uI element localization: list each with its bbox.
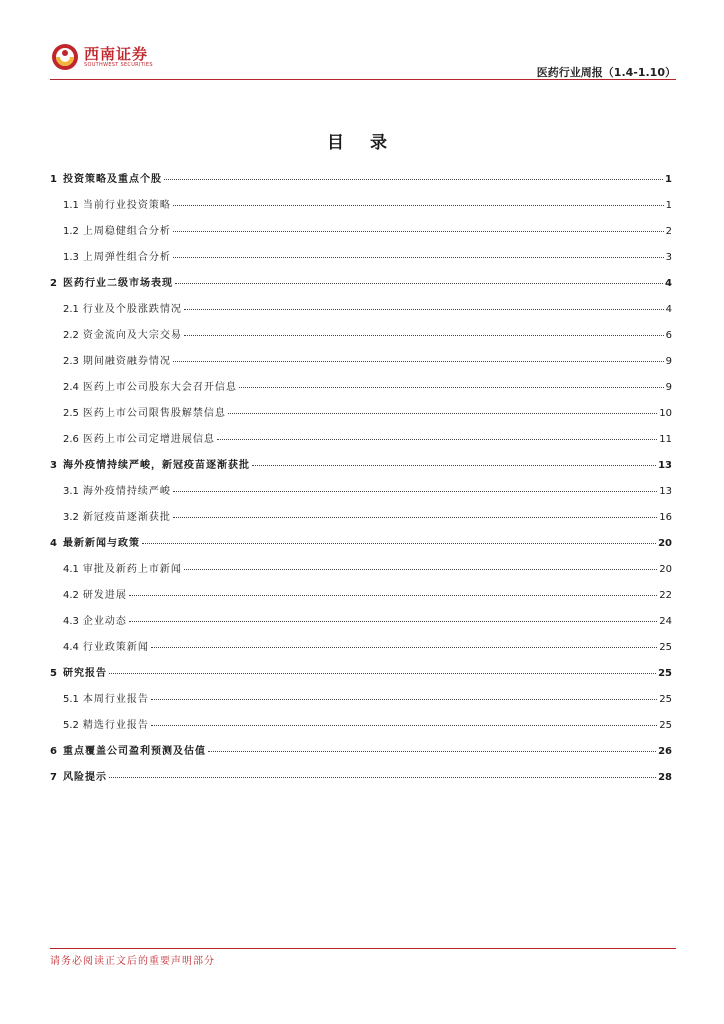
toc-entry-number: 4.4 bbox=[63, 642, 79, 653]
toc-entry-subsection[interactable] bbox=[50, 638, 672, 664]
toc-entry-section[interactable] bbox=[50, 534, 672, 560]
toc-dot-leader bbox=[109, 673, 656, 674]
toc-entry-subsection[interactable] bbox=[50, 222, 672, 248]
toc-dot-leader bbox=[151, 725, 657, 726]
toc-entry-page-number: 6 bbox=[665, 330, 672, 341]
toc-entry-page-number: 25 bbox=[659, 720, 672, 731]
toc-entry-subsection[interactable] bbox=[50, 300, 672, 326]
logo-chinese-name: 西南证券 bbox=[84, 45, 149, 63]
toc-entry-number: 2.5 bbox=[63, 408, 79, 419]
company-logo bbox=[50, 42, 153, 72]
toc-entry-page-number: 9 bbox=[665, 382, 672, 393]
toc-entry-page-number: 13 bbox=[658, 460, 672, 471]
toc-dot-leader bbox=[173, 257, 664, 258]
toc-entry-number: 4.1 bbox=[63, 564, 79, 575]
toc-dot-leader bbox=[217, 439, 657, 440]
toc-entry-section[interactable] bbox=[50, 170, 672, 196]
toc-dot-leader bbox=[184, 335, 664, 336]
toc-dot-leader bbox=[173, 231, 664, 232]
toc-dot-leader bbox=[239, 387, 664, 388]
toc-entry-section[interactable] bbox=[50, 274, 672, 300]
toc-entry-number: 4.2 bbox=[63, 590, 79, 601]
toc-dot-leader bbox=[129, 621, 657, 622]
toc-dot-leader bbox=[173, 517, 657, 518]
toc-entry-label: 医药上市公司股东大会召开信息 bbox=[82, 382, 237, 393]
toc-entry-page-number: 28 bbox=[658, 772, 672, 783]
toc-dot-leader bbox=[208, 751, 656, 752]
toc-dot-leader bbox=[173, 361, 664, 362]
toc-dot-leader bbox=[228, 413, 657, 414]
toc-entry-label: 最新新闻与政策 bbox=[62, 538, 140, 549]
toc-entry-subsection[interactable] bbox=[50, 378, 672, 404]
toc-entry-label: 医药上市公司定增进展信息 bbox=[82, 434, 215, 445]
toc-entry-number: 3.2 bbox=[63, 512, 79, 523]
toc-entry-number: 4 bbox=[50, 538, 57, 549]
toc-entry-label: 期间融资融券情况 bbox=[82, 356, 171, 367]
table-of-contents bbox=[50, 170, 672, 794]
toc-entry-label: 本周行业报告 bbox=[82, 694, 149, 705]
toc-entry-page-number: 25 bbox=[659, 694, 672, 705]
toc-entry-subsection[interactable] bbox=[50, 716, 672, 742]
toc-entry-label: 行业及个股涨跌情况 bbox=[82, 304, 182, 315]
toc-entry-page-number: 26 bbox=[658, 746, 672, 757]
toc-entry-subsection[interactable] bbox=[50, 612, 672, 638]
toc-entry-number: 2.3 bbox=[63, 356, 79, 367]
toc-dot-leader bbox=[175, 283, 663, 284]
toc-entry-number: 2.6 bbox=[63, 434, 79, 445]
toc-entry-label: 上周弹性组合分析 bbox=[82, 252, 171, 263]
toc-dot-leader bbox=[252, 465, 656, 466]
toc-entry-page-number: 13 bbox=[659, 486, 672, 497]
footer-divider bbox=[50, 948, 676, 949]
toc-dot-leader bbox=[184, 309, 664, 310]
toc-entry-number: 1.3 bbox=[63, 252, 79, 263]
toc-entry-number: 5.1 bbox=[63, 694, 79, 705]
toc-entry-label: 审批及新药上市新闻 bbox=[82, 564, 182, 575]
toc-entry-page-number: 4 bbox=[665, 304, 672, 315]
toc-entry-section[interactable] bbox=[50, 742, 672, 768]
toc-entry-label: 当前行业投资策略 bbox=[82, 200, 171, 211]
toc-entry-subsection[interactable] bbox=[50, 404, 672, 430]
toc-entry-number: 2.1 bbox=[63, 304, 79, 315]
toc-entry-number: 3 bbox=[50, 460, 57, 471]
toc-entry-label: 资金流向及大宗交易 bbox=[82, 330, 182, 341]
toc-entry-section[interactable] bbox=[50, 456, 672, 482]
toc-entry-subsection[interactable] bbox=[50, 196, 672, 222]
toc-entry-subsection[interactable] bbox=[50, 430, 672, 456]
toc-entry-label: 企业动态 bbox=[82, 616, 127, 627]
toc-entry-page-number: 10 bbox=[659, 408, 672, 419]
report-title: 医药行业周报（1.4-1.10） bbox=[536, 66, 676, 79]
page-header bbox=[50, 40, 676, 80]
toc-entry-number: 2.4 bbox=[63, 382, 79, 393]
toc-entry-label: 风险提示 bbox=[62, 772, 107, 783]
toc-entry-page-number: 9 bbox=[665, 356, 672, 367]
toc-dot-leader bbox=[151, 699, 657, 700]
toc-entry-subsection[interactable] bbox=[50, 560, 672, 586]
toc-dot-leader bbox=[129, 595, 657, 596]
toc-entry-page-number: 11 bbox=[659, 434, 672, 445]
toc-dot-leader bbox=[184, 569, 657, 570]
header-divider bbox=[50, 79, 676, 80]
toc-heading: 目 录 bbox=[327, 133, 397, 153]
toc-entry-number: 5 bbox=[50, 668, 57, 679]
toc-dot-leader bbox=[109, 777, 656, 778]
toc-entry-subsection[interactable] bbox=[50, 482, 672, 508]
toc-entry-label: 海外疫情持续严峻 bbox=[82, 486, 171, 497]
toc-entry-section[interactable] bbox=[50, 768, 672, 794]
toc-entry-page-number: 4 bbox=[665, 278, 672, 289]
toc-entry-label: 医药行业二级市场表现 bbox=[62, 278, 173, 289]
toc-entry-label: 海外疫情持续严峻，新冠疫苗逐渐获批 bbox=[62, 460, 250, 471]
toc-entry-number: 5.2 bbox=[63, 720, 79, 731]
toc-dot-leader bbox=[151, 647, 657, 648]
logo-mark-icon bbox=[50, 42, 80, 72]
toc-entry-number: 1.2 bbox=[63, 226, 79, 237]
toc-dot-leader bbox=[142, 543, 656, 544]
toc-entry-number: 2 bbox=[50, 278, 57, 289]
toc-dot-leader bbox=[173, 491, 657, 492]
logo-english-name: SOUTHWEST SECURITIES bbox=[84, 62, 153, 68]
toc-entry-label: 重点覆盖公司盈利预测及估值 bbox=[62, 746, 206, 757]
toc-entry-page-number: 20 bbox=[659, 564, 672, 575]
toc-entry-number: 7 bbox=[50, 772, 57, 783]
toc-entry-section[interactable] bbox=[50, 664, 672, 690]
toc-entry-subsection[interactable] bbox=[50, 326, 672, 352]
toc-dot-leader bbox=[173, 205, 664, 206]
toc-entry-label: 研究报告 bbox=[62, 668, 107, 679]
toc-entry-page-number: 24 bbox=[659, 616, 672, 627]
toc-entry-page-number: 3 bbox=[665, 252, 672, 263]
toc-entry-number: 3.1 bbox=[63, 486, 79, 497]
toc-entry-page-number: 1 bbox=[665, 200, 672, 211]
toc-entry-subsection[interactable] bbox=[50, 586, 672, 612]
toc-entry-page-number: 22 bbox=[659, 590, 672, 601]
toc-dot-leader bbox=[164, 179, 663, 180]
toc-entry-label: 行业政策新闻 bbox=[82, 642, 149, 653]
toc-entry-subsection[interactable] bbox=[50, 508, 672, 534]
toc-entry-page-number: 2 bbox=[665, 226, 672, 237]
toc-entry-subsection[interactable] bbox=[50, 690, 672, 716]
toc-entry-number: 4.3 bbox=[63, 616, 79, 627]
toc-entry-page-number: 1 bbox=[665, 174, 672, 185]
toc-entry-label: 新冠疫苗逐渐获批 bbox=[82, 512, 171, 523]
toc-entry-subsection[interactable] bbox=[50, 352, 672, 378]
toc-entry-number: 6 bbox=[50, 746, 57, 757]
toc-entry-label: 研发进展 bbox=[82, 590, 127, 601]
toc-entry-page-number: 16 bbox=[659, 512, 672, 523]
toc-entry-label: 上周稳健组合分析 bbox=[82, 226, 171, 237]
toc-entry-number: 1.1 bbox=[63, 200, 79, 211]
toc-entry-page-number: 25 bbox=[659, 642, 672, 653]
toc-entry-number: 2.2 bbox=[63, 330, 79, 341]
toc-entry-subsection[interactable] bbox=[50, 248, 672, 274]
toc-entry-page-number: 20 bbox=[658, 538, 672, 549]
toc-entry-page-number: 25 bbox=[658, 668, 672, 679]
toc-entry-number: 1 bbox=[50, 174, 57, 185]
toc-entry-label: 投资策略及重点个股 bbox=[62, 174, 162, 185]
toc-entry-label: 精选行业报告 bbox=[82, 720, 149, 731]
footer-notice: 请务必阅读正文后的重要声明部分 bbox=[50, 956, 215, 967]
toc-entry-label: 医药上市公司限售股解禁信息 bbox=[82, 408, 226, 419]
